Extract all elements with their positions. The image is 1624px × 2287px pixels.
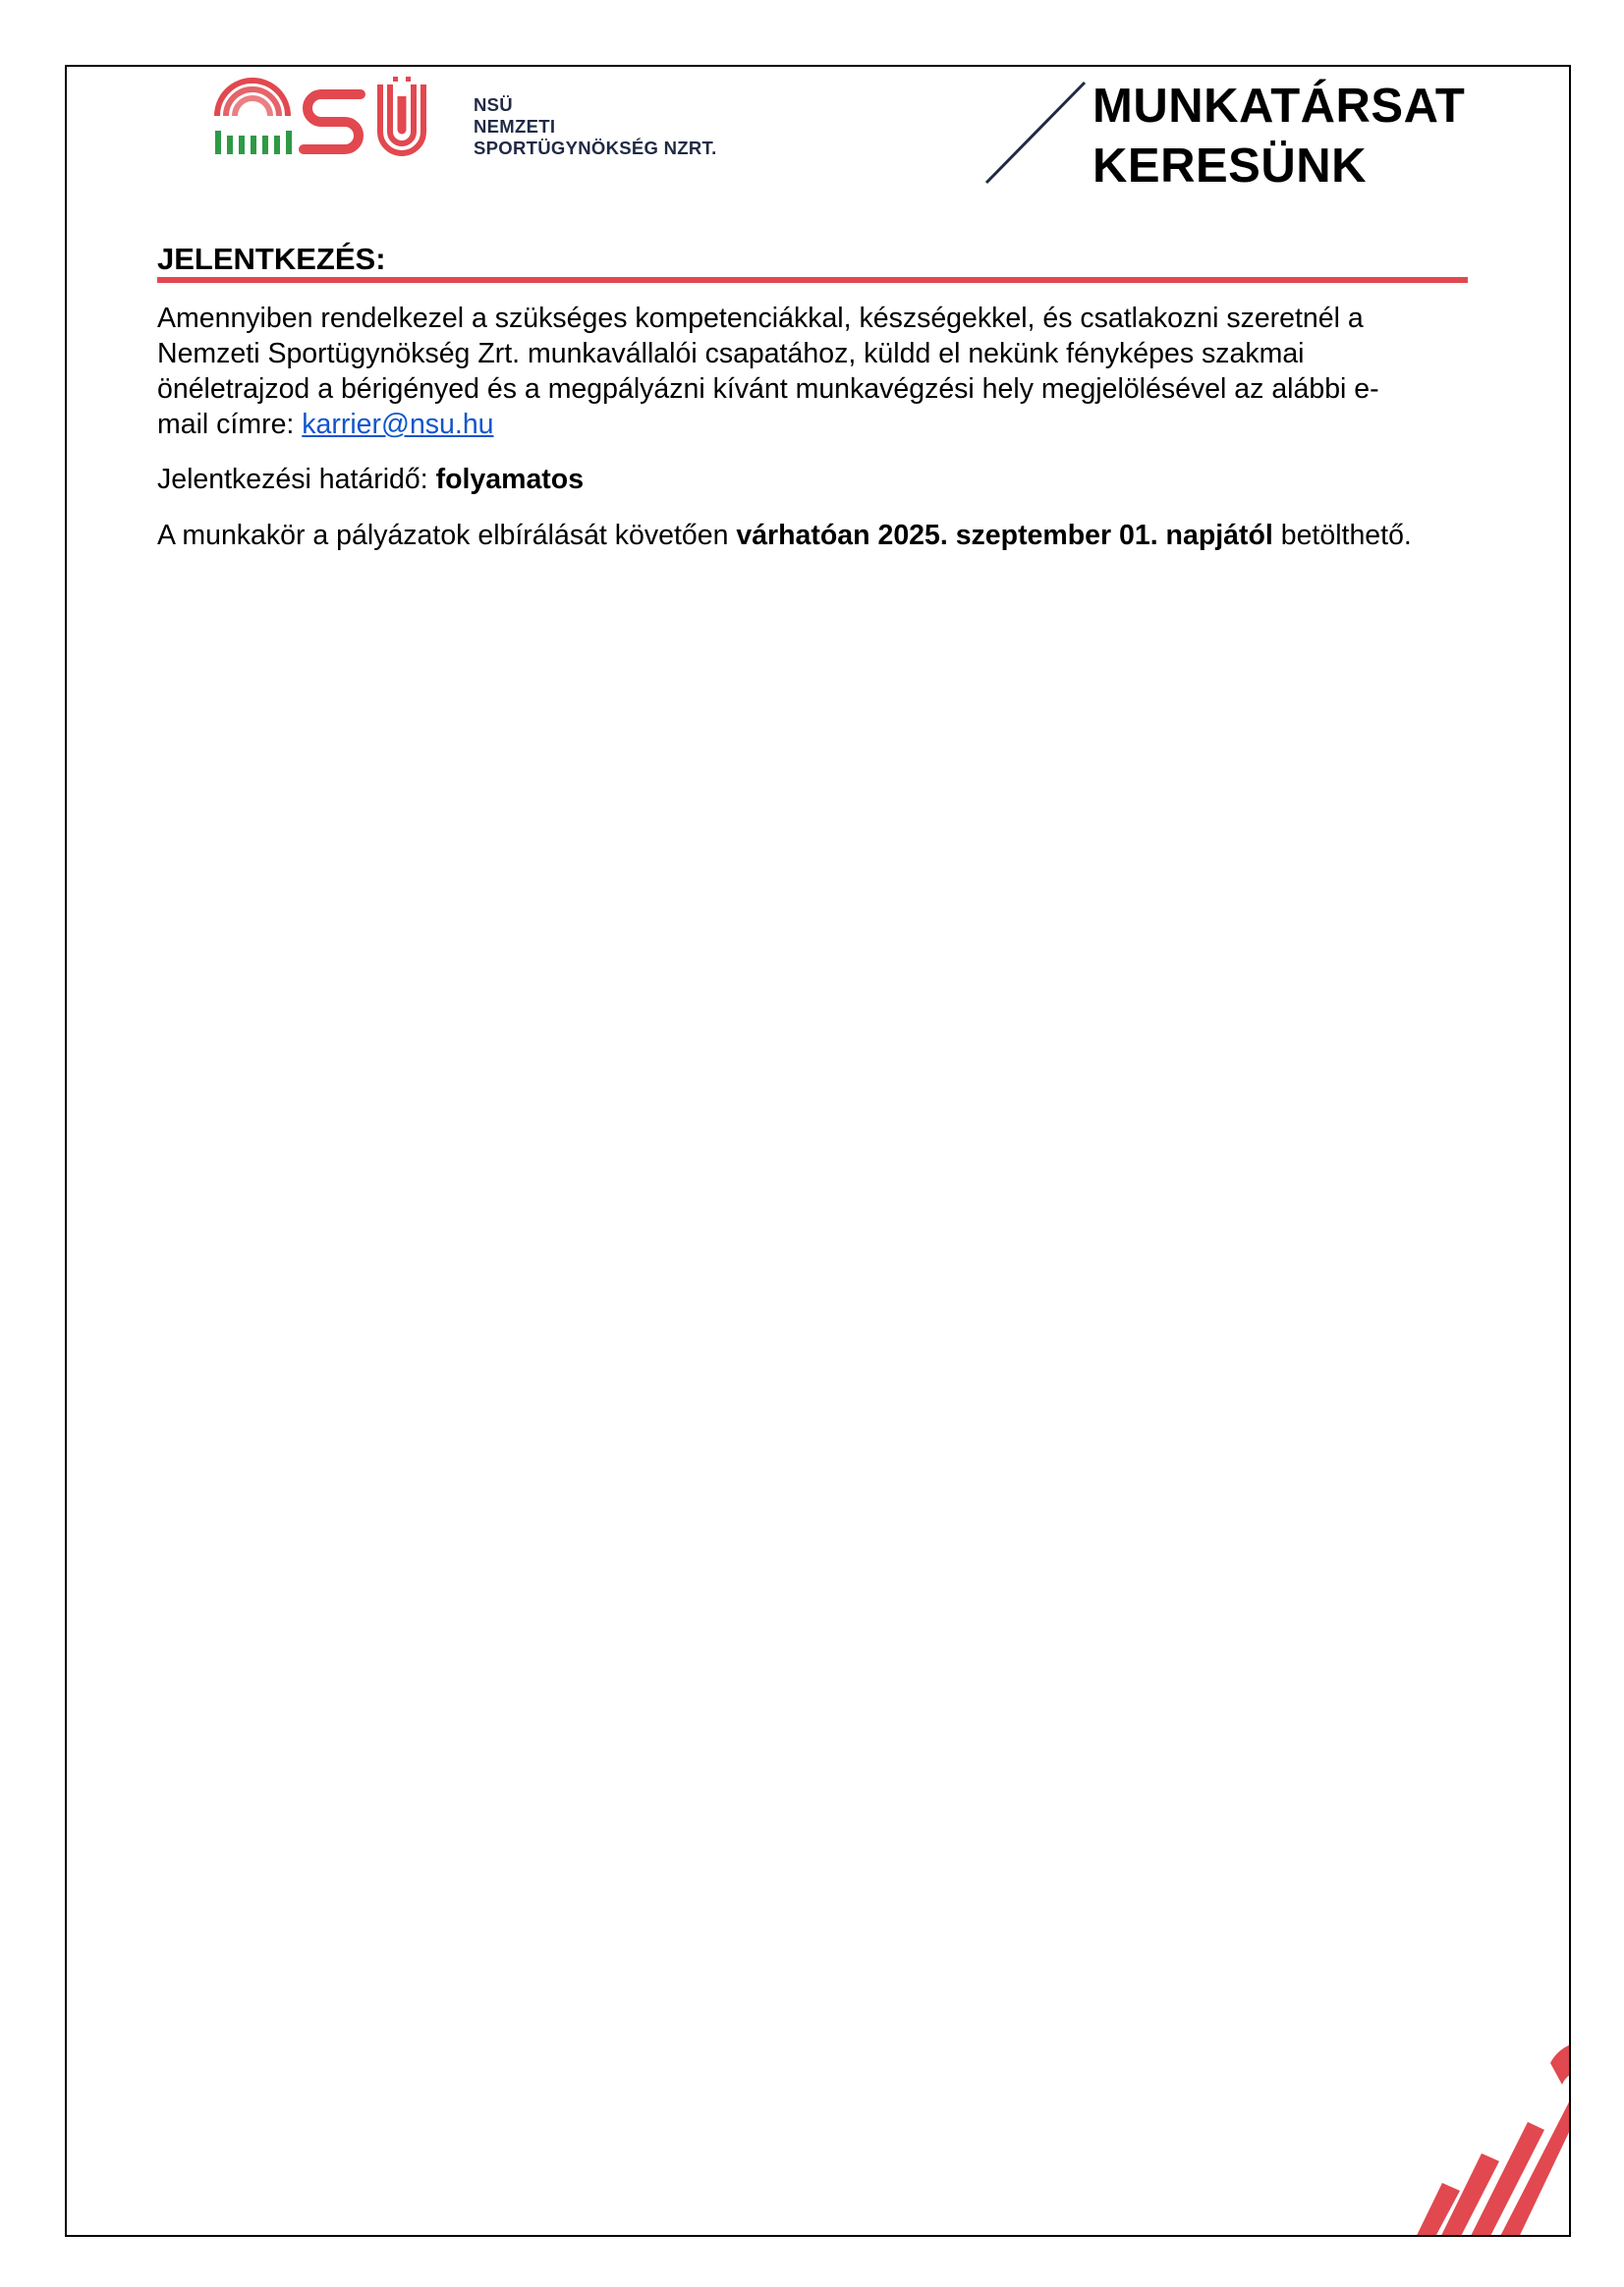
paragraph-line: Nemzeti Sportügynökség Zrt. munkavállalói csapatához, küldd el nekünk fényképes szakmai bbox=[157, 338, 1305, 369]
section-title: JELENTKEZÉS: bbox=[157, 242, 386, 276]
section-divider bbox=[157, 277, 1468, 283]
diagonal-divider bbox=[982, 79, 1091, 187]
nsu-logo bbox=[213, 77, 459, 161]
deadline-line bbox=[157, 462, 1533, 497]
org-name-line3: SPORTÜGYNÖKSÉG NZRT. bbox=[474, 138, 717, 158]
start-prefix: A munkakör a pályázatok elbírálását követően bbox=[157, 520, 737, 551]
deadline-value: folyamatos bbox=[435, 464, 585, 495]
paragraph-line-email bbox=[157, 407, 1533, 442]
start-suffix: betölthető. bbox=[1272, 520, 1412, 551]
paragraph-line: Amennyiben rendelkezel a szükséges kompetenciákkal, készségekkel, és csatlakozni szeretnél a bbox=[157, 303, 1364, 334]
start-date-bold: várhatóan 2025. szeptember 01. napjától bbox=[736, 520, 1273, 551]
organization-name bbox=[474, 94, 717, 159]
page-headline bbox=[1092, 77, 1465, 196]
start-date-line bbox=[157, 518, 1533, 553]
corner-brand-mark bbox=[1316, 2004, 1574, 2240]
headline-line2: KERESÜNK bbox=[1092, 139, 1367, 193]
deadline-label: Jelentkezési határidő: bbox=[157, 464, 436, 495]
org-name-line2: NEMZETI bbox=[474, 116, 556, 137]
email-link[interactable]: karrier@nsu.hu bbox=[302, 409, 494, 440]
application-paragraph bbox=[157, 301, 1533, 442]
headline-line1: MUNKATÁRSAT bbox=[1092, 80, 1466, 133]
org-name-line1: NSÜ bbox=[474, 94, 513, 115]
paragraph-line: önéletrajzod a bérigényed és a megpályázni kívánt munkavégzési hely megjelölésével az alábbi e- bbox=[157, 373, 1379, 405]
email-prefix: mail címre: bbox=[157, 409, 303, 440]
